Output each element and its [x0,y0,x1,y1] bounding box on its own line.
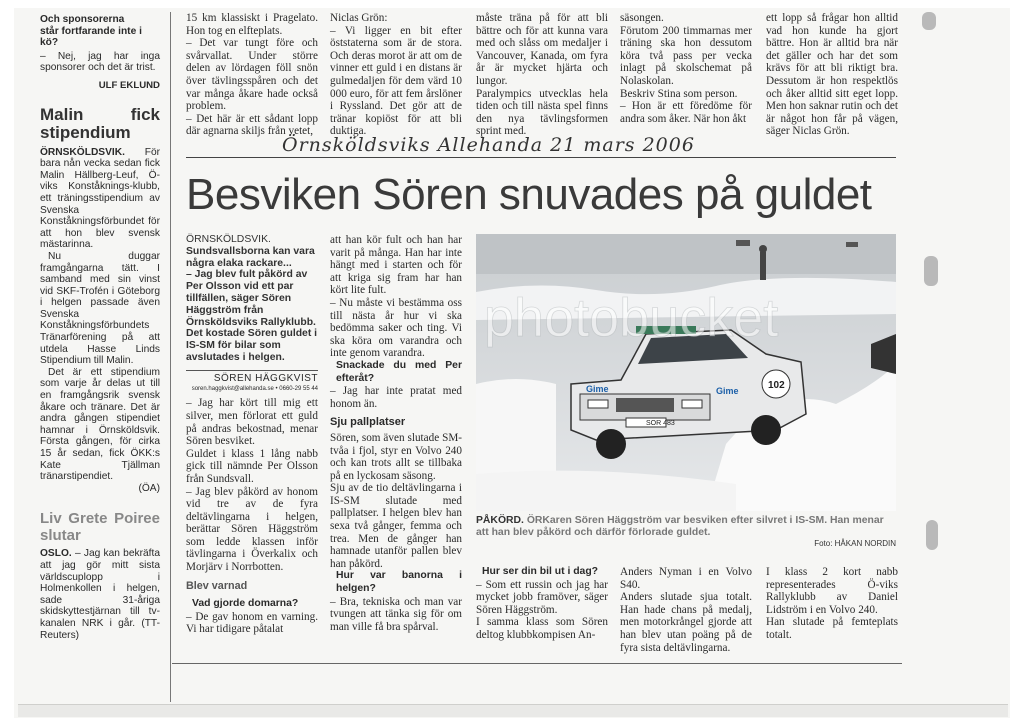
article-subhead-varnad: Blev varnad [186,579,248,592]
photo-ice-far [476,234,896,274]
car-headlight-left [588,400,608,408]
article-question-4: Hur ser din bil ut i dag? [482,566,599,577]
top-column-4: säsongen. Förutom 200 timmarnas mer träning ska hon dessutom köra två pass per vecka inlagt på skolschemat på Nolaskolan. Beskriv Stina som person. – Hon är ett föredöme för andra som åker. När hon åkt [620,12,752,125]
photo-caption [476,515,896,550]
article-lead [186,234,318,364]
malin-signature: (ÖA) [138,482,160,494]
article-col1-body: – Jag har kört till mig ett silver, men förlorat ett guld på andras bekostnad, menar Sören besviket. Guldet i klass 1 lång nabb gick till nämnde Per Olsson från Sundsvall. – Jag blev påkörd av honom vid tre av de fyra deltävlingarna i helgen, berättar Sören Häggström som ledde klassen inför tävlingarna i Överkalix och Morjärv i Norrbotten. [186,397,318,574]
article-question-3: Hur var banorna i helgen? [336,570,462,595]
caption-label: PÅKÖRD. [476,515,524,526]
malin-dateline: ÖRNSKÖLDSVIK. [40,146,125,158]
article-byline: SÖREN HÄGGKVIST [213,372,318,384]
top-strip-divider [186,157,896,158]
article-column-3 [476,566,608,656]
far-vehicle-2 [846,242,858,247]
article-answer-3: – Bra, tekniska och man var tvungen att tänka sig för om man ville få bra spårval. [330,595,462,633]
article-answer-1: – De gav honom en varning. Vi har tidigare påtalat [186,610,318,636]
photo-credit: Foto: HÅKAN NORDIN [814,538,896,548]
top-column-5: ett lopp så frågar hon alltid vad hon kunde ha gjort bättre. Hon är alltid bra när det gäller och har det som krävs för att bli riktigt bra. Dessutom är hon respektlös och åker alltid sitt eget lopp. Men hon saknar rutin och det är något hon får på vägen, säger Niclas Grön. [766,12,898,138]
article-column-4: Anders Nyman i en Volvo S40. Anders slutade sjua totalt. Han hade chans på medalj, men motorkrångel gjorde att han blev utan poäng på de fyra sista deltävlingarna. [620,566,752,654]
car-sponsor-side: Gime [716,386,739,396]
malin-lead: För bara nån vecka sedan fick Malin Hällberg-Leuf, Ö-viks Konståknings-klubb, ett träningsstipendium av Svenska Konståkningsförbundet för att hon blev svensk mästarinna. [40,146,160,251]
malin-paragraph-3: Det är ett stipendium som varje år delas ut till en framgångsrik svensk åkare och tränare. Det är andra gången stipendiet hamnar i Örnsköldsvik. Första gången, för cirka 15 år sedan, fick ÖKK:s Kate Tjällman tränarstipendiet. [40,366,160,483]
article-column-5: I klass 2 kort nabb representerades Ö-viks Rallyklubb av Daniel Lidström i en Volvo 240. Han slutade på femteplats totalt. [766,566,898,641]
left-top-quote: – Nej, jag har inga sponsorer och det är trist. [40,50,160,74]
car-sponsor-front: Gime [586,384,609,394]
car-wheel-front [596,429,626,459]
article-bottom-rule [172,663,902,664]
malin-text [40,147,160,251]
car-headlight-right [682,400,702,408]
left-column-divider [170,12,171,702]
spectator-figure [760,252,766,280]
liv-text [40,548,160,641]
article-byline-contact: soren.haggkvist@allehanda.se • 0660-29 55 44 [191,386,318,393]
binder-hole-middle [924,256,938,286]
article-col3-text: – Som ett russin och jag har mycket jobb framöver, säger Sören Häggström. I samma klass som Sören deltog klubbkompisen An- [476,578,608,641]
far-vehicle [736,240,750,246]
rally-photo [476,234,896,511]
left-top-question: Och sponsorerna står fortfarande inte i kö? [40,14,142,49]
car-number: 102 [768,380,785,391]
liv-heading: Liv Grete Poiree slutar [40,510,160,545]
caption-text: ÖRKaren Sören Häggström var besviken efter silvret i IS-SM. Han menar att han blev påkörd och därför förlorade guldet. [476,515,884,539]
binder-hole-bottom [926,520,938,550]
article-subhead-pallplatser: Sju pallplatser [330,416,406,429]
top-column-3: måste träna på för att bli bättre och för att kunna vara med och slåss om medaljer i Vancouver, Kanada, om fyra år är mycket hjärta och lungor. Paralympics utvecklas hela tiden och till nästa spel finns den nya tävlingsformen sprint med. [476,12,608,138]
spectator-head [759,245,767,253]
car-plate-text: SOR 483 [646,420,675,427]
malin-paragraph-2: Nu duggar framgångarna tätt. I samband med sin vinst vid SKF-Trofén i Göteborg i helgen passade även Svenska Konståkningsförbundets Tränarförening på att utdela Hasse Linds Stipendium till Malin. [40,250,160,367]
rally-car-illustration [476,234,896,511]
malin-heading: Malin fick stipendium [40,104,160,142]
watermark-photobucket: photobucket [484,288,779,348]
article-headline: Besviken Sören snuvades på guldet [186,170,872,219]
liv-dateline: OSLO. [40,548,72,560]
article-column-1 [186,234,318,652]
article-col2-body2: Sören, som även slutade SM-tvåa i fjol, styr en Volvo 240 och kan trots allt se tillbaka på en lyckosam säsong. Sju av de tio deltävlingarna i IS-SM slutade med pallplatser. I helgen blev han sexa två gånger, femma och trea. Men de gånger han hamnade utanför pallen blev han påkörd. [330,431,462,570]
car-wheel-rear [751,415,781,445]
paper-bottom-edge [18,704,1008,717]
left-column [40,14,160,641]
article-col2-body: att han kör fult och han har varit på många. Han har inte hängt med i starten och för att kriga sig fram har han kört lite fult. – Nu måste vi bestämma oss till nästa år hur vi ska bedömma saker och ting. Vi ska köra om varandra och inte genom varandra. [330,234,462,360]
article-question-1: Vad gjorde domarna? [192,598,299,610]
liv-body: – Jag kan bekräfta att jag gör mitt sista världscuplopp i Holmenkollen i helgen, sade 31-åriga skidskyttestjärnan till tv-kanalen NRK i går. (TT-Reuters) [40,548,160,641]
left-top-byline: ULF EKLUND [98,79,160,91]
car-grille [616,398,674,412]
top-column-1: 15 km klassiskt i Pragelato. Hon tog en elfteplats. – Det var tungt före och svårvallat. Under större delen av lördagen föll snön över tävlingsspåren och det var många åkare hade också problem. – Det här är ett sådant lopp där agnarna skiljs från vetet, [186,12,318,138]
article-question-2: Snackade du med Per efteråt? [336,359,462,384]
article-answer-2: – Jag har inte pratat med honom än. [330,385,462,410]
top-column-2: Niclas Grön: – Vi ligger en bit efter öststaterna som är de stora. Och deras morot är att om de vinner ett guld i en distans är gulmedaljen för dem värd 10 000 euro, för att fem årslöner i Ryssland. Det gör att de tränar kopiöst för att bli duktiga. [330,12,462,138]
article-column-2 [330,234,462,652]
handwritten-date-note: Örnsköldsviks Allehanda 21 mars 2006 [282,134,695,156]
binder-hole-top [922,12,936,30]
byline-rule [186,370,318,371]
article-dateline: ÖRNSKÖLDSVIK. [186,234,271,245]
article-lead-text: Sundsvallsborna kan vara några elaka rackare... – Jag blev fult påkörd av Per Olsson vid ett par tillfällen, säger Sören Häggström från Örnsköldsviks Rallyklubb. Det kostade Sören guldet i IS-SM för bilar som avslutades i helgen. [186,245,318,363]
